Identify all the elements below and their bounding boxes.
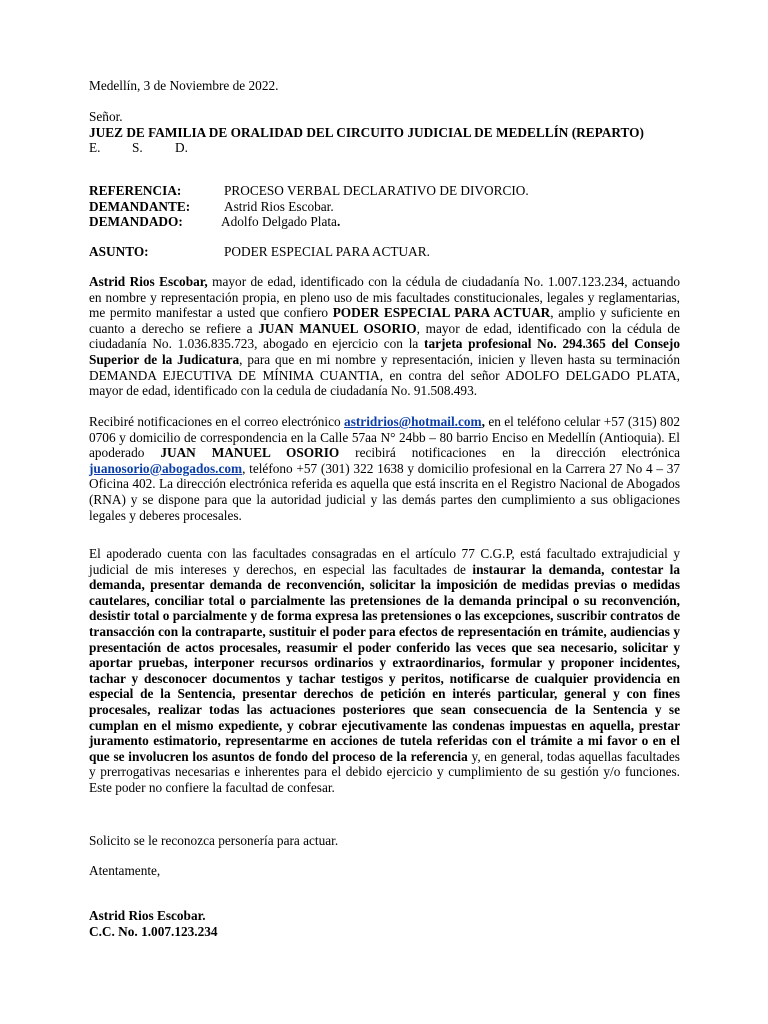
text-run: Recibiré notificaciones en el correo electrónico (89, 414, 345, 429)
text-run: El apoderado cuenta con las facultades consagradas en el artículo 77 C.G.P, está facultado extrajudicial y judicial de mis intereses y derechos, en especial las facultades de (89, 546, 680, 577)
bold-text-run: JUAN MANUEL OSORIO (258, 320, 417, 336)
demandante-label: DEMANDANTE: (89, 198, 191, 214)
text-run: , mayor de edad, identificado con la cédula de ciudadanía No. 1.036.835.723, abogado en ejercicio con la (89, 320, 680, 352)
case-references (89, 183, 680, 230)
addressee-block (89, 109, 680, 156)
email-link[interactable]: astridrios@hotmail.com (344, 414, 482, 429)
esd-d: D. (175, 140, 188, 156)
text-run: , para que en mi nombre y representación, inicien y lleven hasta su terminación DEMANDA EJECUTIVA DE MÍNIMA CUANTIA, en contra del señor ADOLFO DELGADO PLATA, mayor de edad, identificado con la cedula de ciudadanía No. 91.508.493. (89, 351, 680, 399)
place-date: Medellín, 3 de Noviembre de 2022. (89, 78, 279, 93)
email-link[interactable]: juanosorio@abogados.com (89, 460, 243, 476)
paragraph-notifications (89, 414, 680, 523)
signature-block (89, 908, 680, 939)
paragraph-request: Solicito se le reconozca personería para actuar. (89, 833, 339, 848)
demandado-value: Adolfo Delgado Plata (221, 214, 337, 230)
referencia-value: PROCESO VERBAL DECLARATIVO DE DIVORCIO. (224, 183, 529, 198)
bold-text-run: , (481, 414, 485, 429)
referencia-label: REFERENCIA: (89, 183, 182, 198)
bold-text-run: instaurar la demanda, contestar la demanda, presentar demanda de reconvención, solicitar la imposición de medidas previas o medidas cautelares, conciliar total o parcialmente las pretensiones de la demanda principal o su reconvención, desistir total o parcialmente y de forma expresa las pretensiones o las excepciones, suscribir contratos de transacción con la contraparte, sustituir el poder para efectos de representación en trámite, audiencias y presentación de actos procesales, reasumir el poder conferido las veces que sea necesario, solicitar y aportar pruebas, interponer recursos ordinarios y extraordinarios, formular y proponer incidentes, tachar y desconocer documentos y tachar testigos y peritos, notificarse de cualquier providencia en especial de la Sentencia, presentar derechos de petición en interés particular, general y con fines procesales, realizar todas las actuaciones posteriores que sean consecuencia de la Sentencia y se cumplan en el mismo expediente, y cobrar ejecutivamente las condenas impuestas en aquella, prestar juramento estimatorio, representarme en acciones de tutela referidas con el trámite a mi favor o en el que se involucren los asuntos de fondo del proceso de la referencia (89, 561, 680, 764)
asunto-value: PODER ESPECIAL PARA ACTUAR. (224, 244, 430, 259)
bold-text-run: JUAN MANUEL OSORIO (160, 445, 340, 461)
demandante-line (89, 199, 680, 215)
text-run: , amplio y suficiente en cuanto a derecho se refiere a (89, 305, 680, 336)
demandado-suffix: . (336, 214, 341, 230)
paragraph-powers (89, 546, 680, 796)
judge-title: JUEZ DE FAMILIA DE ORALIDAD DEL CIRCUITO JUDICIAL DE MEDELLÍN (REPARTO) (89, 124, 644, 140)
esd-s: S. (132, 140, 143, 156)
bold-text-run: tarjeta profesional No. 294.365 del Consejo Superior de la Judicatura (89, 336, 680, 367)
text-run: y, en general, todas aquellas facultades y prerrogativas necesarias e inherentes para el debido ejercicio y cumplimiento de su gestión y/o funciones. Este poder no confiere la facultad de confesar. (89, 748, 680, 795)
demandado-line (89, 214, 680, 230)
text-run: , teléfono +57 (301) 322 1638 y domicilio profesional en la Carrera 27 No 4 – 37 Oficina 402. La dirección electrónica referida es aquella que está inscrita en el Registro Nacional de Abogados (RNA) y se dispone para que la autoridad judicial y las demás partes den cumplimiento a sus obligaciones legales y deberes procesales. (89, 460, 680, 523)
demandado-label: DEMANDADO: (89, 214, 183, 230)
demandante-value: Astrid Rios Escobar. (224, 198, 334, 214)
text-run: en el teléfono celular +57 (315) 802 0706 y domicilio de correspondencia en la Calle 57aa N° 24bb – 80 barrio Enciso en Medellín (Antioquia). El apoderado (89, 414, 681, 461)
paragraph-grant (89, 274, 680, 399)
salutation: Señor. (89, 109, 123, 124)
referencia-line (89, 183, 680, 199)
text-run: mayor de edad, identificado con la cédula de ciudadanía No. 1.007.123.234, actuando en nombre y representación propia, en pleno uso de mis facultades constitucionales, legales y reglamentarias, me permito manifestar a usted que confiero (89, 274, 680, 321)
bold-text-run: Astrid Rios Escobar, (89, 274, 208, 289)
signature-id: C.C. No. 1.007.123.234 (89, 923, 218, 939)
bold-text-run: PODER ESPECIAL PARA ACTUAR (332, 305, 551, 321)
asunto-line (89, 244, 680, 260)
signature-name: Astrid Rios Escobar. (89, 908, 206, 923)
text-run: recibirá notificaciones en la dirección electrónica (339, 445, 680, 461)
esd-line (89, 140, 680, 156)
closing: Atentamente, (89, 863, 161, 878)
asunto-label: ASUNTO: (89, 244, 149, 259)
esd-e: E. (89, 140, 101, 156)
